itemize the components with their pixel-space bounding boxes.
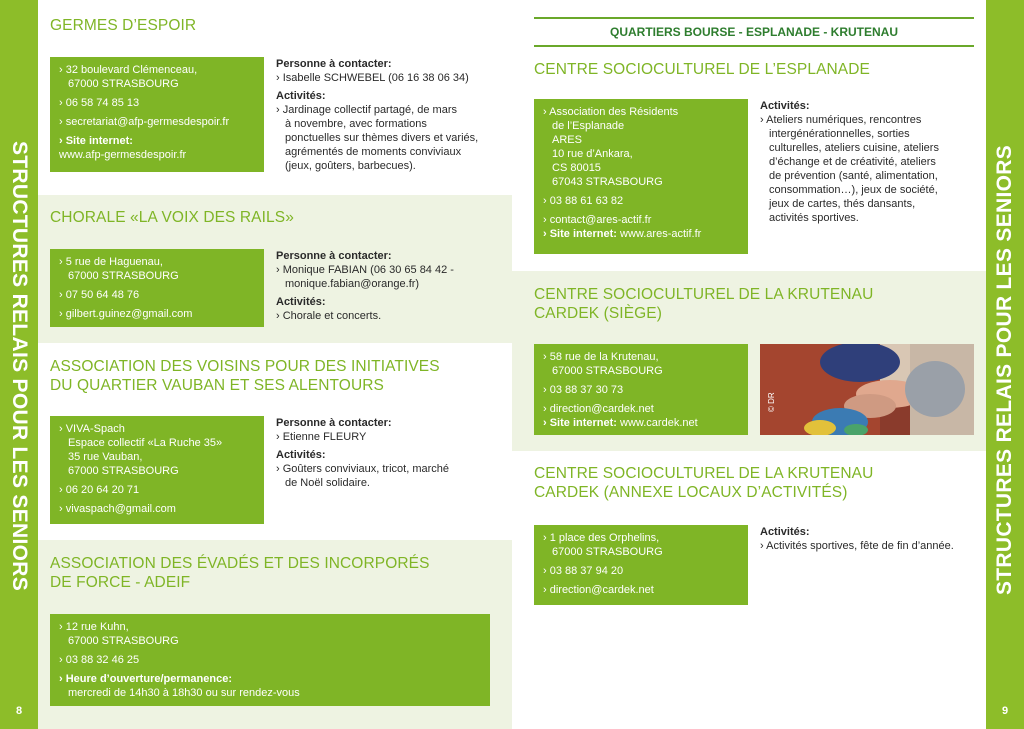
org7-address-line1: › 1 place des Orphelins,	[543, 532, 660, 544]
org4-hours-label: › Heure d’ouverture/permanence:	[59, 673, 232, 685]
org5-site-label: › Site internet:	[543, 228, 617, 240]
org3-activities-line: › Goûters conviviaux, tricot, marché	[276, 463, 450, 475]
org5-activities-line: › Ateliers numériques, rencontres	[760, 114, 922, 126]
seniors-hands-photo	[760, 344, 974, 435]
left-sidebar-title: STRUCTURES RELAIS POUR LES SENIORS	[8, 140, 31, 592]
right-sidebar	[986, 0, 1024, 729]
org1-address-line1: › 32 boulevard Clémenceau,	[59, 64, 198, 76]
org1-email-link[interactable]: › secretariat@afp-germesdespoir.fr	[59, 116, 230, 128]
org6-phone[interactable]: › 03 88 37 30 73	[543, 384, 624, 396]
org6-title-line1: CENTRE SOCIOCULTUREL DE LA KRUTENAU	[534, 286, 874, 303]
org1-activities-line: (jeux, goûters, barbecues).	[285, 160, 416, 172]
org1-activities-line: agrémentés de moments conviviaux	[285, 146, 462, 158]
org6-email-link[interactable]: › direction@cardek.net	[543, 403, 654, 415]
org7-title-line2: CARDEK (ANNEXE LOCAUX D’ACTIVITÉS)	[534, 484, 848, 501]
org5-address-line: 10 rue d’Ankara,	[552, 148, 633, 160]
org4-phone[interactable]: › 03 88 32 46 25	[59, 654, 140, 666]
org5-activities-line: d’échange et de créativité, ateliers	[769, 156, 936, 168]
org7-title-line1: CENTRE SOCIOCULTUREL DE LA KRUTENAU	[534, 465, 874, 482]
right-sidebar-title: STRUCTURES RELAIS POUR LES SENIORS	[993, 144, 1016, 596]
org6-site-link[interactable]: www.cardek.net	[620, 417, 698, 429]
org5-activities-label: Activités:	[760, 100, 810, 112]
org5-title: CENTRE SOCIOCULTUREL DE L’ESPLANADE	[534, 61, 870, 78]
org1-contact: › Isabelle SCHWEBEL (06 16 38 06 34)	[276, 72, 469, 84]
org2-info	[276, 249, 506, 323]
org1-address-line2: 67000 STRASBOURG	[68, 78, 179, 90]
org3-address-line: 35 rue Vauban,	[68, 451, 143, 463]
org1-info	[276, 57, 506, 173]
org7-contact-box	[534, 525, 748, 605]
org7-address-line2: 67000 STRASBOURG	[552, 546, 663, 558]
org5-address-line: 67043 STRASBOURG	[552, 176, 663, 188]
org6-address-line2: 67000 STRASBOURG	[552, 365, 663, 377]
org7-email-link[interactable]: › direction@cardek.net	[543, 584, 654, 596]
quarter-heading: QUARTIERS BOURSE - ESPLANADE - KRUTENAU	[534, 17, 974, 47]
org5-address-line: ARES	[552, 134, 582, 146]
org3-title-line1: ASSOCIATION DES VOISINS POUR DES INITIATIVES	[50, 358, 440, 375]
org2-phone[interactable]: › 07 50 64 48 76	[59, 289, 140, 301]
org4-title-line2: DE FORCE - ADEIF	[50, 574, 191, 591]
org5-activities-line: consommation…), jeux de société,	[769, 184, 938, 196]
org1-activities-label: Activités:	[276, 90, 326, 102]
page-number-right: 9	[1001, 705, 1009, 717]
org5-info	[760, 99, 980, 225]
org2-address-line2: 67000 STRASBOURG	[68, 270, 179, 282]
org4-contact-box	[50, 614, 490, 706]
org3-activities-line: de Noël solidaire.	[285, 477, 370, 489]
org2-contact-line2: monique.fabian@orange.fr)	[285, 278, 420, 290]
org1-phone[interactable]: › 06 58 74 85 13	[59, 97, 140, 109]
org2-contact-label: Personne à contacter:	[276, 250, 392, 262]
org7-title	[534, 464, 873, 502]
org3-contact: › Etienne FLEURY	[276, 431, 367, 443]
org6-title-line2: CARDEK (SIÈGE)	[534, 305, 663, 322]
left-sidebar	[0, 0, 38, 729]
org3-address-line: › VIVA-Spach	[59, 423, 125, 435]
org2-contact-box	[50, 249, 264, 327]
org3-address-line: 67000 STRASBOURG	[68, 465, 179, 477]
org3-contact-box	[50, 416, 264, 524]
org5-activities-line: intergénérationnelles, sorties	[769, 128, 910, 140]
org1-contact-box	[50, 57, 264, 172]
org6-title	[534, 285, 873, 323]
org1-title: GERMES D’ESPOIR	[50, 17, 197, 34]
org5-phone[interactable]: › 03 88 61 63 82	[543, 195, 624, 207]
org4-hours: mercredi de 14h30 à 18h30 ou sur rendez-vous	[68, 687, 300, 699]
org4-title	[50, 554, 430, 592]
org5-address-line: › Association des Résidents	[543, 106, 679, 118]
org6-contact-box	[534, 344, 748, 435]
org3-info	[276, 416, 506, 490]
org6-address-line1: › 58 rue de la Krutenau,	[543, 351, 659, 363]
org2-activities: › Chorale et concerts.	[276, 310, 382, 322]
org5-address-line: de l’Esplanade	[552, 120, 625, 132]
org2-address-line1: › 5 rue de Haguenau,	[59, 256, 163, 268]
org2-email-link[interactable]: › gilbert.guinez@gmail.com	[59, 308, 193, 320]
org3-email-link[interactable]: › vivaspach@gmail.com	[59, 503, 176, 515]
org5-site-link[interactable]: www.ares-actif.fr	[620, 228, 702, 240]
org7-activities-label: Activités:	[760, 526, 810, 538]
org3-address-line: Espace collectif «La Ruche 35»	[68, 437, 223, 449]
org4-address-line2: 67000 STRASBOURG	[68, 635, 179, 647]
org1-contact-label: Personne à contacter:	[276, 58, 392, 70]
org5-contact-box	[534, 99, 748, 254]
org1-activities-line: à novembre, avec formations	[285, 118, 427, 130]
org3-phone[interactable]: › 06 20 64 20 71	[59, 484, 140, 496]
org5-activities-line: de prévention (santé, alimentation,	[769, 170, 938, 182]
org2-title: CHORALE «LA VOIX DES RAILS»	[50, 209, 294, 226]
org2-activities-label: Activités:	[276, 296, 326, 308]
org5-email-link[interactable]: › contact@ares-actif.fr	[543, 214, 652, 226]
photo-credit: © DR	[767, 392, 776, 412]
page-number-left: 8	[15, 705, 23, 717]
org5-activities-line: activités sportives.	[769, 212, 859, 224]
org3-contact-label: Personne à contacter:	[276, 417, 392, 429]
org3-activities-label: Activités:	[276, 449, 326, 461]
org5-activities-line: culturelles, ateliers cuisine, ateliers	[769, 142, 939, 154]
org4-address-line1: › 12 rue Kuhn,	[59, 621, 129, 633]
org1-site-link[interactable]: www.afp-germesdespoir.fr	[59, 149, 187, 161]
org1-activities-line: ponctuelles sur thèmes divers et variés,	[285, 132, 479, 144]
org4-title-line1: ASSOCIATION DES ÉVADÉS ET DES INCORPORÉS	[50, 555, 430, 572]
org2-contact-line1: › Monique FABIAN (06 30 65 84 42 -	[276, 264, 454, 276]
org3-title-line2: DU QUARTIER VAUBAN ET SES ALENTOURS	[50, 377, 384, 394]
org7-activities: › Activités sportives, fête de fin d’année.	[760, 540, 954, 552]
org5-activities-line: jeux de cartes, thés dansants,	[769, 198, 916, 210]
org3-title	[50, 357, 440, 395]
org5-address-line: CS 80015	[552, 162, 601, 174]
org6-site-label: › Site internet:	[543, 417, 617, 429]
org7-phone[interactable]: › 03 88 37 94 20	[543, 565, 624, 577]
org1-activities-line: › Jardinage collectif partagé, de mars	[276, 104, 457, 116]
org1-site-label: › Site internet:	[59, 135, 133, 147]
org7-info	[760, 525, 980, 553]
